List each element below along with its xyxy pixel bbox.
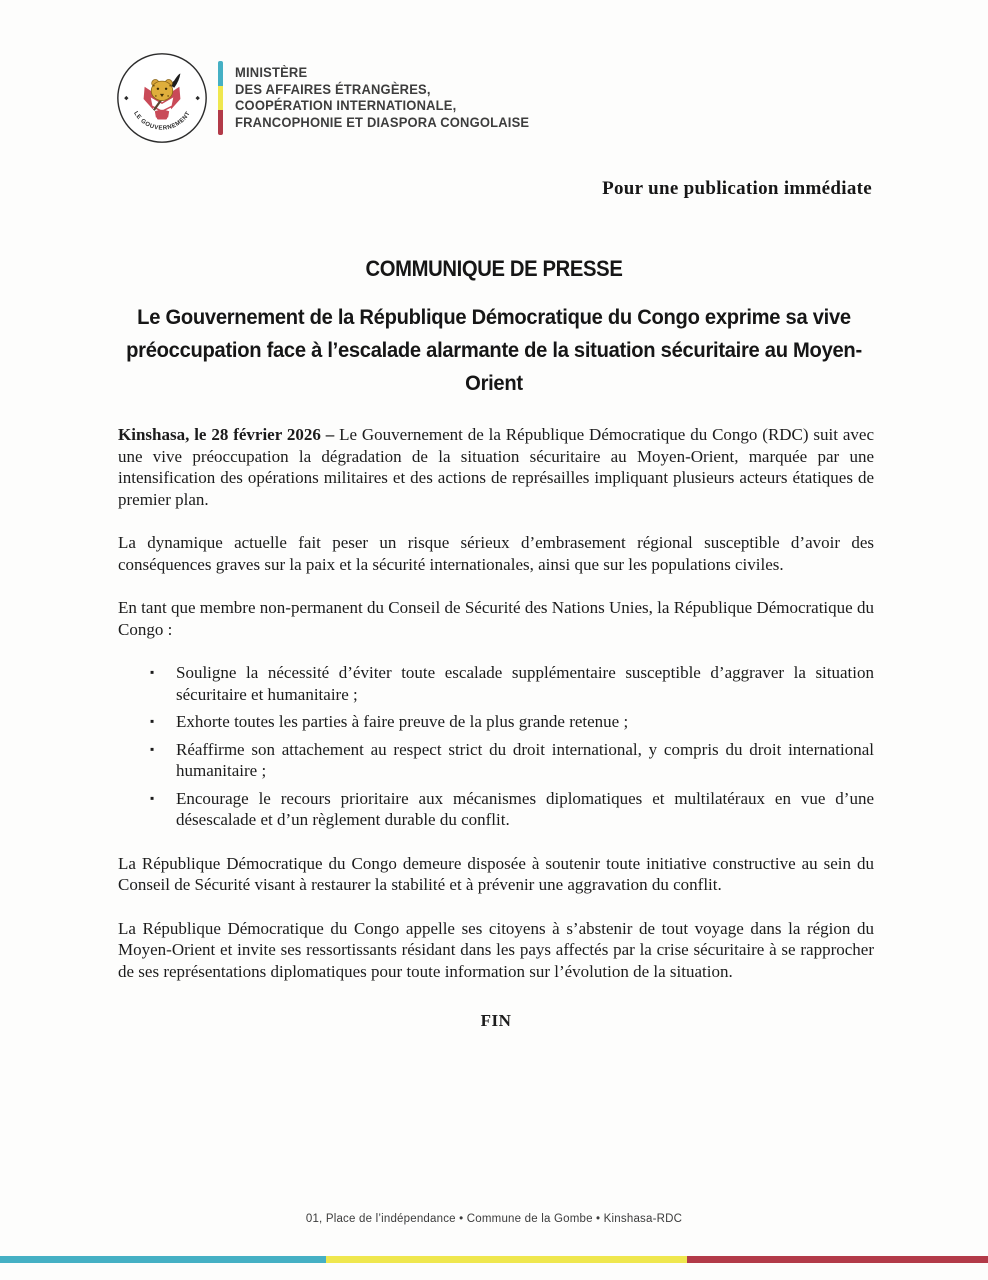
paragraph-2: La dynamique actuelle fait peser un risque sérieux d’embrasement régional susceptible d’avoir des conséquences graves sur la paix et la sécurité internationales, ainsi que sur les populations civiles.	[118, 533, 874, 574]
bullet-item: ▪ Souligne la nécessité d’éviter toute escalade supplémentaire susceptible d’aggraver la situation sécuritaire et humanitaire ;	[176, 662, 874, 705]
document-title: COMMUNIQUE DE PRESSE	[365, 256, 623, 281]
bullet-item: ▪ Réaffirme son attachement au respect strict du droit international, y compris du droit international humanitaire ;	[176, 739, 874, 782]
ministry-line-2: DES AFFAIRES ÉTRANGÈRES,	[235, 81, 431, 97]
footer-bar-red	[687, 1256, 988, 1263]
headline: Le Gouvernement de la République Démocratique du Congo exprime sa vive préoccupation face à l’escalade alarmante de la situation sécuritaire au Moyen-Orient	[126, 306, 862, 395]
drc-government-seal-icon	[116, 52, 208, 144]
flag-blue-segment	[218, 61, 223, 86]
ministry-line-1: MINISTÈRE	[235, 65, 308, 80]
footer-bar-blue	[0, 1256, 326, 1263]
paragraph-4: La République Démocratique du Congo demeure disposée à soutenir toute initiative constructive au sein du Conseil de Sécurité visant à restaurer la stabilité et à prévenir une aggravation du conflit.	[118, 853, 874, 894]
dateline: Kinshasa, le 28 février 2026 –	[118, 425, 340, 444]
bullet-item: ▪ Encourage le recours prioritaire aux mécanismes diplomatiques et multilatéraux en vue d’une désescalade et d’un règlement durable du conflit.	[176, 788, 874, 831]
footer-bar-yellow	[326, 1256, 687, 1263]
release-notice: Pour une publication immédiate	[602, 178, 872, 199]
position-bullet-list	[118, 662, 874, 831]
press-release-body	[118, 424, 874, 1032]
ministry-line-3: COOPÉRATION INTERNATIONALE,	[235, 98, 457, 113]
paragraph-5: La République Démocratique du Congo appelle ses citoyens à s’abstenir de tout voyage dans la région du Moyen-Orient et invite ses ressortissants résidant dans les pays affectés par la crise sécuritaire à se rapprocher de ses représentations diplomatiques pour toute information sur l’évolution de la situation.	[118, 918, 874, 981]
paragraph-3: En tant que membre non-permanent du Conseil de Sécurité des Nations Unies, la République Démocratique du Congo :	[118, 598, 874, 639]
seal-bottom-text: LE GOUVERNEMENT	[132, 110, 192, 132]
ministry-name-block	[235, 65, 529, 131]
bullet-item: ▪ Exhorte toutes les parties à faire preuve de la plus grande retenue ;	[176, 711, 874, 733]
flag-yellow-segment	[218, 86, 223, 111]
ministry-header	[116, 52, 542, 144]
footer-address: 01, Place de l’indépendance • Commune de la Gombe • Kinshasa-RDC	[305, 1213, 683, 1225]
footer-flag-bar	[0, 1256, 988, 1263]
flag-color-divider	[218, 61, 223, 135]
flag-red-segment	[218, 110, 223, 135]
paragraph-dateline	[118, 424, 874, 510]
paragraph-1-text: Le Gouvernement de la République Démocratique du Congo (RDC) suit avec une vive préoccupation la dégradation de la situation sécuritaire au Moyen-Orient, marquée par une intensification des opérations militaires et des actions de représailles impliquant plusieurs acteurs étatiques de premier plan.	[118, 425, 874, 509]
ministry-line-4: FRANCOPHONIE ET DIASPORA CONGOLAISE	[235, 114, 530, 130]
end-marker: FIN	[480, 1011, 512, 1030]
